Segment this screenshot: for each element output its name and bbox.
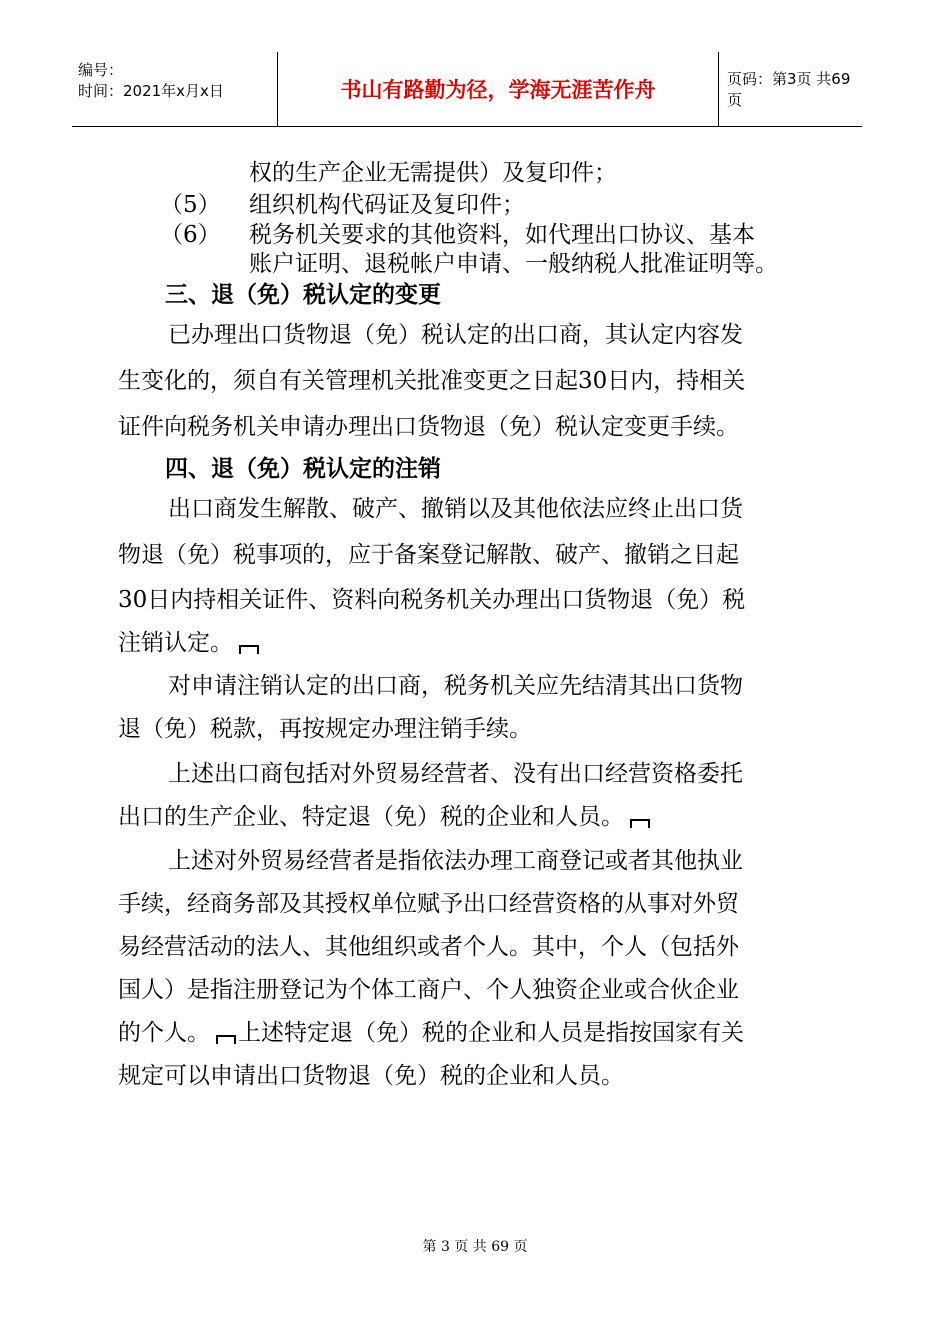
- list-item-5-number: （5）: [160, 192, 221, 218]
- header-meta: [72, 52, 277, 126]
- paragraph-line: [118, 1018, 744, 1048]
- document-time-label: 时间：2021年x月x日: [78, 82, 224, 100]
- edit-mark-icon: [216, 1035, 236, 1044]
- paragraph-line: 上述对外贸易经营者是指依法办理工商登记或者其他执业: [168, 848, 743, 874]
- list-item-6-number: （6）: [160, 222, 221, 248]
- page-footer: 第 3 页 共 69 页: [422, 1239, 528, 1255]
- paragraph-line: 30日内持相关证件、资料向税务机关办理出口货物退（免）税: [118, 587, 746, 613]
- paragraph-line: 手续，经商务部及其授权单位赋予出口经营资格的从事对外贸: [118, 891, 739, 917]
- edit-mark-icon: [239, 645, 259, 654]
- paragraph-text: 上述特定退（免）税的企业和人员是指按国家有关: [238, 1020, 744, 1046]
- paragraph-line: [118, 628, 259, 658]
- header-page-number: 页码：第3页 共69页: [727, 70, 851, 109]
- paragraph-line: 物退（免）税事项的，应于备案登记解散、破产、撤销之日起: [118, 542, 739, 568]
- paragraph-line: 证件向税务机关申请办理出口货物退（免）税认定变更手续。: [118, 414, 739, 440]
- paragraph-line: 规定可以申请出口货物退（免）税的企业和人员。: [118, 1063, 624, 1089]
- paragraph-text: 的个人。: [118, 1020, 210, 1046]
- paragraph-line: 已办理出口货物退（免）税认定的出口商，其认定内容发: [168, 322, 743, 348]
- document-number-label: 编号：: [78, 61, 124, 79]
- paragraph-line: 上述出口商包括对外贸易经营者、没有出口经营资格委托: [168, 761, 743, 787]
- paragraph-line: 出口商发生解散、破产、撤销以及其他依法应终止出口货: [168, 496, 743, 522]
- paragraph-line: 退（免）税款，再按规定办理注销手续。: [118, 716, 532, 742]
- paragraph-text: 出口的生产企业、特定退（免）税的企业和人员。: [118, 804, 624, 830]
- paragraph-line: 对申请注销认定的出口商，税务机关应先结清其出口货物: [168, 673, 743, 699]
- paragraph-line: 国人）是指注册登记为个体工商户、个人独资企业或合伙企业: [118, 977, 739, 1003]
- paragraph-text: 注销认定。: [118, 630, 233, 656]
- header-motto: 书山有路勤为径，学海无涯苦作舟: [277, 52, 719, 126]
- page-header: [72, 52, 862, 127]
- paragraph-line: [118, 802, 650, 832]
- section-heading-4: 四、退（免）税认定的注销: [165, 456, 441, 482]
- list-item-6-text-2: 账户证明、退税帐户申请、一般纳税人批准证明等。: [249, 251, 778, 277]
- list-item-6-text-1: 税务机关要求的其他资料，如代理出口协议、基本: [249, 222, 755, 248]
- edit-mark-icon: [630, 819, 650, 828]
- list-item-5-text: 组织机构代码证及复印件；: [249, 192, 525, 218]
- section-heading-3: 三、退（免）税认定的变更: [165, 282, 441, 308]
- paragraph-line: 易经营活动的法人、其他组织或者个人。其中，个人（包括外: [118, 934, 739, 960]
- paragraph-line: 生变化的，须自有关管理机关批准变更之日起30日内，持相关: [118, 368, 746, 394]
- continued-line: 权的生产企业无需提供）及复印件；: [249, 160, 617, 186]
